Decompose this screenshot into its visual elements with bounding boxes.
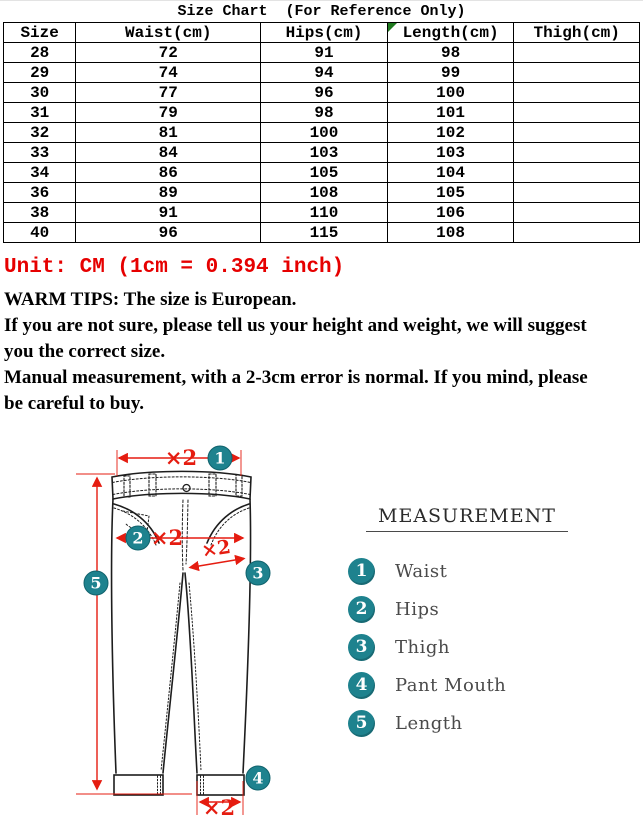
table-cell (514, 43, 640, 63)
table-cell (514, 83, 640, 103)
table-cell: 34 (4, 163, 76, 183)
legend-item (348, 666, 506, 704)
table-row (4, 103, 640, 123)
legend-label: Hips (395, 598, 440, 620)
x2-waist: ×2 (164, 445, 198, 470)
legend-title: MEASUREMENT (366, 505, 568, 532)
table-row (4, 83, 640, 103)
table-cell: 110 (261, 203, 388, 223)
pants-measurement-diagram (0, 431, 643, 816)
table-cell: 98 (261, 103, 388, 123)
pants-drawing (112, 471, 251, 795)
legend-label: Thigh (395, 636, 450, 658)
table-cell: 38 (4, 203, 76, 223)
left-inner-seam (163, 573, 183, 773)
x2-hips: ×2 (150, 525, 184, 550)
table-cell: 33 (4, 143, 76, 163)
unit-note: Unit: CM (1cm = 0.394 inch) (4, 256, 345, 279)
table-cell: 74 (76, 63, 261, 83)
table-cell (514, 203, 640, 223)
size-table (3, 22, 640, 243)
svg-text:4: 4 (252, 768, 264, 788)
table-cell: 84 (76, 143, 261, 163)
callout-2 (126, 526, 150, 550)
cell-note-marker (388, 23, 397, 32)
col-header-waist: Waist(cm) (76, 23, 261, 43)
table-cell: 103 (261, 143, 388, 163)
left-cuff (114, 775, 163, 795)
page-title: Size Chart (For Reference Only) (177, 3, 466, 20)
table-cell: 104 (387, 163, 514, 183)
table-cell: 77 (76, 83, 261, 103)
col-header-size: Size (4, 23, 76, 43)
table-cell (514, 123, 640, 143)
col-header-length: Length(cm) (387, 23, 514, 43)
table-row (4, 143, 640, 163)
legend-item (348, 704, 506, 742)
legend-item (348, 552, 506, 590)
table-cell: 28 (4, 43, 76, 63)
right-outer-seam (243, 499, 251, 773)
table-cell: 103 (387, 143, 514, 163)
tips-line: you the correct size. (4, 341, 166, 362)
tips-line: If you are not sure, please tell us your height and weight, we will suggest (4, 315, 587, 336)
legend-number-badge: 2 (348, 596, 375, 623)
table-cell (514, 143, 640, 163)
waistband (112, 471, 251, 499)
table-cell (514, 163, 640, 183)
left-outer-seam (112, 499, 116, 773)
legend-label: Length (395, 712, 463, 734)
table-header-row (4, 23, 640, 43)
table-row (4, 183, 640, 203)
table-cell: 100 (261, 123, 388, 143)
legend-label: Pant Mouth (395, 674, 507, 696)
table-cell (514, 183, 640, 203)
table-cell: 106 (387, 203, 514, 223)
legend-item (348, 590, 506, 628)
right-inner-seam (185, 573, 197, 773)
table-cell (514, 223, 640, 243)
table-cell: 36 (4, 183, 76, 203)
table-cell: 101 (387, 103, 514, 123)
table-row (4, 203, 640, 223)
table-row (4, 163, 640, 183)
table-cell: 32 (4, 123, 76, 143)
table-cell: 72 (76, 43, 261, 63)
fly-stitch (182, 500, 188, 570)
legend-number-badge: 1 (348, 558, 375, 585)
svg-text:2: 2 (132, 528, 144, 548)
table-row (4, 43, 640, 63)
tips-line: WARM TIPS: The size is European. (4, 289, 297, 310)
extension-ticks (76, 450, 243, 815)
table-cell: 91 (76, 203, 261, 223)
svg-text:1: 1 (214, 448, 226, 468)
table-cell: 108 (261, 183, 388, 203)
legend-number-badge: 3 (348, 634, 375, 661)
table-cell: 29 (4, 63, 76, 83)
table-cell (514, 103, 640, 123)
table-cell: 40 (4, 223, 76, 243)
right-cuff (197, 775, 244, 795)
callout-3 (246, 561, 270, 585)
table-cell: 96 (261, 83, 388, 103)
table-cell: 30 (4, 83, 76, 103)
col-header-thigh: Thigh(cm) (514, 23, 640, 43)
callout-5 (84, 571, 108, 595)
table-cell: 31 (4, 103, 76, 123)
table-cell: 105 (261, 163, 388, 183)
legend-item (348, 628, 506, 666)
table-cell: 105 (387, 183, 514, 203)
measurement-legend (348, 552, 506, 742)
table-cell: 100 (387, 83, 514, 103)
table-cell: 96 (76, 223, 261, 243)
waistband-stitch (113, 477, 251, 495)
table-cell: 91 (261, 43, 388, 63)
callout-4 (246, 766, 270, 790)
table-cell: 94 (261, 63, 388, 83)
x2-pant-mouth: ×2 (202, 795, 236, 816)
table-cell: 86 (76, 163, 261, 183)
col-header-hips: Hips(cm) (261, 23, 388, 43)
table-row (4, 123, 640, 143)
table-row (4, 223, 640, 243)
legend-label: Waist (395, 560, 448, 582)
table-cell: 108 (387, 223, 514, 243)
legend-number-badge: 4 (348, 672, 375, 699)
table-cell: 102 (387, 123, 514, 143)
legend-number-badge: 5 (348, 710, 375, 737)
svg-text:3: 3 (252, 563, 264, 583)
table-cell: 99 (387, 63, 514, 83)
table-cell: 98 (387, 43, 514, 63)
x2-thigh: ×2 (199, 535, 233, 563)
table-cell: 115 (261, 223, 388, 243)
table-cell (514, 63, 640, 83)
tips-line: be careful to buy. (4, 393, 145, 414)
table-cell: 79 (76, 103, 261, 123)
table-cell: 89 (76, 183, 261, 203)
table-cell: 81 (76, 123, 261, 143)
tips-line: Manual measurement, with a 2-3cm error is normal. If you mind, please (4, 367, 588, 388)
callout-1 (208, 446, 232, 470)
measure-annotations (76, 450, 244, 815)
table-row (4, 63, 640, 83)
warm-tips (4, 287, 588, 417)
svg-text:5: 5 (90, 573, 102, 593)
button (183, 485, 190, 492)
